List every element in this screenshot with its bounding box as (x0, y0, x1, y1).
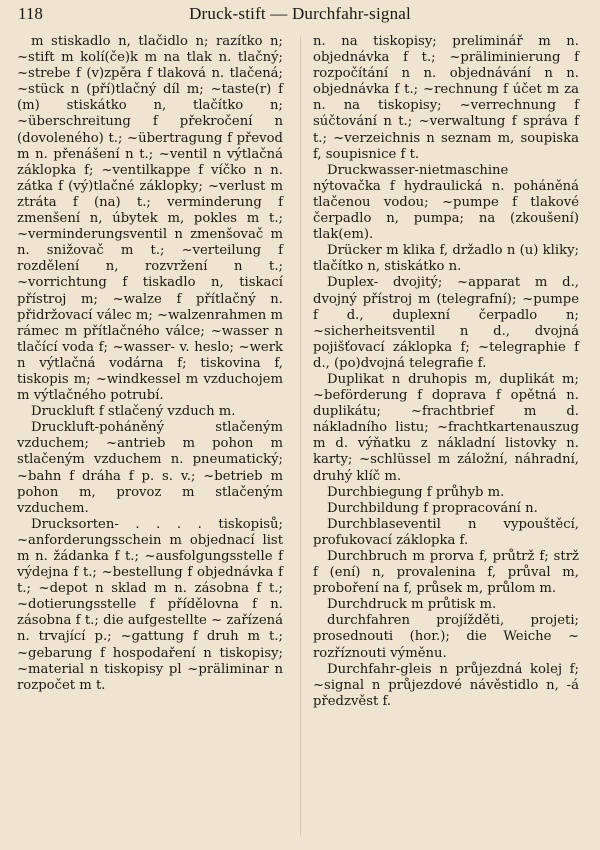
entry: n. na tiskopisy; preliminář m n. objednávka f t.; ~präliminierung f rozpočítání n n. objednávání n n. objednávka f t.; ~rechnung f účet m za n. na tiskopisy; ~verrechnung f súčtování n t.; ~verwaltung f správa f t.; ~verzeichnis n seznam m, soupiska f, soupisnice f t. (313, 34, 579, 162)
entry: Durchbildung f propracování n. (327, 500, 538, 516)
entry: Durchblaseventil n vypouštěcí, profukovací záklopka f. (313, 516, 579, 548)
entry: Druckwasser-nietmaschine nýtovačka f hydraulická n. poháněná tlačenou vodou; ~pumpe f tlakové čerpadlo n, pumpa; na (zkoušení) tlak(em). (313, 162, 579, 243)
entry: Drucksorten- . . . . tiskopisů; ~anforderungsschein m objednací list m n. žádanka f t.; ~ausfolgungsstelle f výdejna f t.; ~bestellung f objednávka f t.; ~depot n sklad m n. zásobna f t.; ~dotierungsstelle f přídělovna f n. zásobna f t.; die aufgestellte ~ zařízená n. trvající p.; ~gattung f druh m t.; ~gebarung f hospodaření n tiskopisy; ~material n tiskopisy pl ~präliminar n rozpočet m t. (17, 516, 283, 693)
entry: Druckluft-poháněný stlačeným vzduchem; ~antrieb m pohon m stlačeným vzduchem n. pneumatický; ~bahn f dráha f p. s. v.; ~betrieb m pohon m, provoz m stlačeným vzduchem. (17, 420, 283, 516)
page-number: 118 (18, 4, 43, 23)
entry: durchfahren projížděti, projeti; prosednouti (hor.); die Weiche ~ rozříznouti výměnu. (313, 613, 579, 661)
column-divider (300, 36, 301, 836)
entry: Durchdruck m průtisk m. (327, 597, 497, 613)
entry: Durchfahr-gleis n průjezdná kolej f; ~signal n průjezdové návěstidlo n, -á předzvěst f. (313, 661, 579, 709)
right-column (313, 34, 579, 710)
entry: Drücker m klika f, držadlo n (u) kliky; tlačítko n, stiskátko n. (313, 243, 579, 275)
page-header (0, 0, 600, 30)
left-column (17, 34, 283, 694)
entry: Duplex- dvojitý; ~apparat m d., dvojný přístroj m (telegrafní); ~pumpe f d., duplexní čerpadlo n; ~sicherheitsventil n d., dvojná pojišťovací záklopka f; ~telegraphie f d., (po)dvojná telegrafie f. (313, 275, 579, 371)
entry: m stiskadlo n, tlačidlo n; razítko n; ~stift m kolí(če)k m na tlak n. tlačný; ~strebe f (v)zpěra f tlaková n. tlačená; ~stück n (pří)tlačný díl m; ~taste(r) f (m) stiskátko n, tlačítko n; ~überschreitung f překročení n (dovoleného) t.; ~übertragung f převod m n. přenášení n t.; ~ventil n výtlačná záklopka f; ~ventilkappe f víčko n n. zátka f (vý)tlačné záklopky; ~verlust m ztráta f (na) t.; verminderung f zmenšení n, úbytek m, pokles m t.; ~verminderungsventil n zmenšovač m n. snižovač m t.; ~verteilung f rozdělení n, rozvržení n t.; ~vorrichtung f tiskadlo n, tiskací přístroj m; ~walze f přítlačný n. přidržovací válec m; ~walzenrahmen m rámec m přítlačného válce; ~wasser n tlačící voda f; ~wasser- v. heslo; ~werk n výtlačná vodárna f; tiskovina f, tiskopis m; ~windkessel m vzduchojem m výtlačného potrubí. (17, 34, 283, 404)
running-title: Druck-stift — Durchfahr-signal (189, 4, 411, 23)
entry: Durchbiegung f průhyb m. (327, 484, 505, 500)
entry: Durchbruch m prorva f, průtrž f; strž f (ení) n, provalenina f, průval m, proboření na f, průsek m, průlom m. (313, 549, 579, 597)
entry: Duplikat n druhopis m, duplikát m; ~beförderung f doprava f opětná n. duplikátu; ~frachtbrief m d. nákladního listu; ~frachtkartenauszug m d. výňatku z nákladní listovky n. karty; ~schlüssel m záložní, náhradní, druhý klíč m. (313, 371, 579, 484)
entry: Druckluft f stlačený vzduch m. (31, 404, 236, 420)
